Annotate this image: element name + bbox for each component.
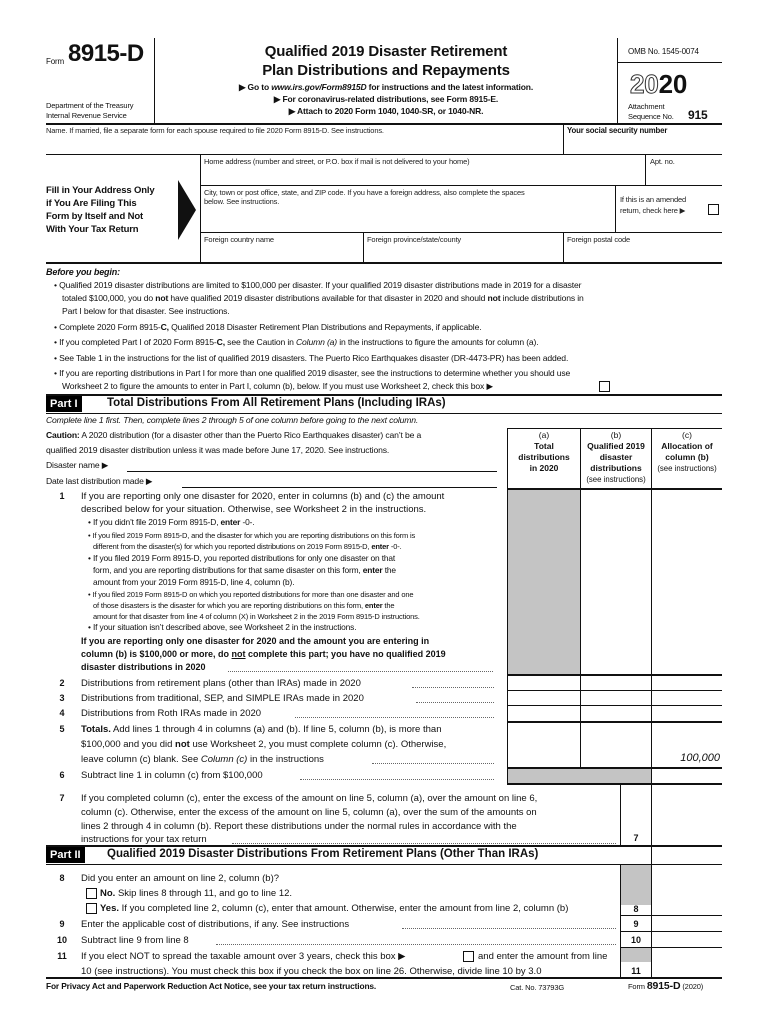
text: not	[175, 739, 190, 750]
column-b-header	[581, 430, 651, 485]
text: Caution:	[46, 430, 80, 440]
before-heading: Before you begin:	[46, 267, 120, 277]
line1-bold-note	[81, 649, 446, 660]
column-title: in 2020	[529, 463, 559, 473]
column-title: distributions	[590, 463, 642, 473]
caution-text	[46, 430, 421, 441]
line7-text: column (c). Otherwise, enter the excess of the amount on line 5, column (a), over the sum of the amounts on	[81, 807, 537, 818]
line10-box-label: 10	[630, 935, 641, 945]
text: 8915-D	[646, 980, 681, 992]
text: in the instructions	[247, 754, 324, 765]
address-label-line: Fill in Your Address Only	[46, 185, 155, 196]
foreign-province-field[interactable]	[364, 233, 563, 263]
line9-text: Enter the applicable cost of distributions, if any. See instructions	[81, 919, 350, 930]
line10-input[interactable]	[652, 932, 722, 947]
amended-label-2: return, check here ▶	[620, 206, 686, 215]
form-word: Form	[46, 57, 65, 66]
text: not	[231, 649, 246, 659]
column-letter: (a)	[538, 430, 550, 440]
arrow-right-icon	[178, 180, 198, 240]
text: (2020)	[682, 982, 704, 991]
column-title: distributions	[518, 452, 570, 462]
goto-suffix: for instructions and the latest information.	[366, 82, 534, 92]
part1-title: Total Distributions From All Retirement Plans (Including IRAs)	[107, 397, 446, 409]
sequence-number: 915	[688, 108, 708, 122]
line8-box-label: 8	[633, 904, 639, 914]
city-label: City, town or post office, state, and ZIP code. If you have a foreign address, also complete the spaces	[204, 188, 525, 197]
line-number: 8	[59, 873, 65, 883]
line1-col-a-shaded	[508, 490, 580, 674]
line8-yes-checkbox[interactable]	[86, 903, 97, 914]
bullet-text	[54, 322, 481, 333]
text: Form	[628, 982, 645, 991]
column-title: Allocation of	[661, 441, 713, 451]
home-address-label: Home address (number and street, or P.O. box if mail is not delivered to your home)	[204, 157, 470, 166]
caution-text-2: qualified 2019 disaster distribution unless it was made before June 17, 2020. See instructions.	[46, 445, 390, 455]
text: leave column (c) blank. See	[81, 754, 201, 765]
attachment-label: Attachment	[628, 102, 665, 111]
tax-year	[630, 70, 687, 98]
line1-bold-note: If you are reporting only one disaster for 2020 and the amount you are entering in	[81, 636, 430, 646]
line3-text: Distributions from traditional, SEP, and SIMPLE IRAs made in 2020	[81, 693, 364, 704]
city-field[interactable]	[201, 186, 615, 232]
line6-text: Subtract line 1 in column (c) from $100,000	[81, 770, 263, 781]
home-address-field[interactable]	[201, 155, 645, 185]
foreign-province-label: Foreign province/state/county	[367, 235, 462, 244]
text: C,	[160, 322, 169, 332]
text: Yes.	[100, 903, 120, 914]
column-note: (see instructions)	[657, 464, 717, 473]
text: not	[155, 293, 169, 303]
tax-year-bold: 20	[658, 69, 688, 99]
text: • If you completed Part I of 2020 Form 8915-	[54, 337, 217, 347]
line1-col-c-input[interactable]	[652, 490, 722, 674]
line7-text: lines 2 through 4 in column (b). Report these distributions under the normal rules in accordance with the	[81, 821, 517, 832]
line4-text: Distributions from Roth IRAs made in 2020	[81, 708, 262, 719]
line5-col-c-value[interactable]: 100,000	[680, 752, 720, 764]
line7-text: instructions for your tax return	[81, 834, 207, 845]
column-title: disaster	[599, 452, 633, 462]
text: -0-.	[388, 542, 402, 551]
line1-bullet: • If you filed 2019 Form 8915-D, you reported distributions for only one disaster on that	[88, 553, 396, 563]
line5-text	[81, 739, 446, 750]
line1-bullet: • If your situation isn’t described above, see Worksheet 2 in the instructions.	[88, 622, 357, 632]
footer-form-label	[628, 980, 703, 993]
text: complete this part; you have no qualified 2019	[245, 649, 446, 659]
line11-text: 10 (see instructions). You must check this box if you check the box on line 26. Otherwise, divide line 10 by 3.0	[81, 966, 542, 977]
column-note: (see instructions)	[586, 475, 646, 484]
omb-number: OMB No. 1545-0074	[628, 47, 699, 56]
text: the	[382, 565, 396, 575]
sequence-label: Sequence No.	[628, 112, 674, 121]
bullet-text: Worksheet 2 to figure the amounts to enter in Part I, column (b), below. If you must use Worksheet 2, check this box ▶	[62, 381, 493, 391]
line7-input[interactable]	[652, 830, 722, 845]
text: Column (c)	[200, 754, 248, 765]
line8-shaded	[621, 865, 651, 905]
line-number: 4	[59, 708, 65, 718]
text: enter	[220, 517, 241, 527]
part2-title: Qualified 2019 Disaster Distributions From Retirement Plans (Other Than IRAs)	[107, 848, 539, 860]
text: in the instructions to figure the amounts for column (a).	[337, 337, 539, 347]
bullet-text	[62, 293, 584, 304]
line1-bullet: amount from your 2019 Form 8915-D, line 4, column (b).	[93, 577, 295, 587]
line7-text: If you completed column (c), enter the excess of the amount on line 5, column (a), over the amount on line 6,	[81, 793, 538, 804]
form-title-line2: Plan Distributions and Repayments	[262, 62, 510, 79]
column-title: column (b)	[665, 452, 709, 462]
part1-label: Part I	[46, 396, 82, 412]
text: column (b) is $100,000 or more, do	[81, 649, 232, 659]
date-label: Date last distribution made ▶	[46, 476, 153, 486]
foreign-postal-field[interactable]	[564, 233, 722, 263]
text: different from the disaster(s) for which you reported distributions on 2019 Form 8915-D,	[93, 542, 372, 551]
city-label-2: below. See instructions.	[204, 197, 280, 206]
text: enter	[371, 542, 389, 551]
line5-text	[81, 724, 441, 735]
ssn-field[interactable]	[564, 124, 722, 154]
goto-instructions	[155, 82, 617, 93]
column-title: Qualified 2019	[587, 441, 645, 451]
text: form, and you are reporting distributions for that same disaster on this form,	[93, 565, 363, 575]
address-label-line: With Your Tax Return	[46, 224, 139, 235]
line11-text: If you elect NOT to spread the taxable amount over 3 years, check this box ▶	[81, 951, 406, 962]
apt-field[interactable]	[646, 155, 722, 185]
column-c-header	[652, 430, 722, 474]
line11-text: and enter the amount from line	[478, 951, 608, 962]
line10-text: Subtract line 9 from line 8	[81, 935, 189, 946]
disaster-name-input[interactable]	[127, 471, 497, 472]
text: Skip lines 8 through 11, and go to line 12.	[115, 888, 293, 899]
form-title-line1: Qualified 2019 Disaster Retirement	[264, 43, 508, 60]
bullet-text: • If you are reporting distributions in Part I for more than one qualified 2019 disaster, see the instructions to determine whether you should use	[54, 368, 571, 378]
line-number: 1	[59, 491, 65, 501]
catalog-number: Cat. No. 73793G	[510, 983, 565, 992]
line9-box-label: 9	[633, 919, 639, 929]
irs: Internal Revenue Service	[46, 111, 127, 120]
text: totaled $100,000, you do	[62, 293, 156, 303]
line1-bullet: amount for that disaster from line 4 of column (X) in Worksheet 2 in the 2019 Form 8915-D instructions.	[93, 612, 420, 621]
line8-no-checkbox[interactable]	[86, 888, 97, 899]
line1-bullet	[93, 565, 396, 576]
department: Department of the Treasury	[46, 101, 134, 110]
disaster-name-label: Disaster name ▶	[46, 460, 109, 470]
line-number: 3	[59, 693, 65, 703]
text: have qualified 2019 disaster distributions available for that disaster in 2020 and should	[168, 293, 488, 303]
goto-prefix: ▶ Go to	[238, 82, 272, 92]
line7-box-label: 7	[633, 833, 639, 843]
line-number: 11	[57, 951, 67, 961]
line11-elect-checkbox[interactable]	[463, 951, 474, 962]
irs-url[interactable]: www.irs.gov/Form8915D	[271, 82, 367, 92]
line-number: 7	[59, 793, 65, 803]
line8-yes-text	[100, 903, 568, 914]
line6-shaded	[508, 769, 651, 783]
address-label-line: Form by Itself and Not	[46, 211, 143, 222]
text: use Worksheet 2, you must complete column (c). Otherwise,	[189, 739, 447, 750]
attach-note: ▶ Attach to 2020 Form 1040, 1040-SR, or 1040-NR.	[288, 106, 484, 116]
line1-col-b-input[interactable]	[581, 490, 651, 674]
text: • Complete 2020 Form 8915-	[54, 322, 161, 332]
line8-no-text	[100, 888, 292, 899]
column-a-header	[508, 430, 580, 474]
text: Column (a)	[296, 337, 338, 347]
text: the	[382, 601, 395, 610]
line11-shaded	[621, 948, 651, 962]
column-title: Total	[534, 441, 554, 451]
foreign-country-field[interactable]	[201, 233, 363, 263]
text: of those disasters is the disaster for which you are reporting distributions on this form,	[93, 601, 365, 610]
bullet-text: Part I below for that disaster. See instructions.	[62, 306, 230, 316]
worksheet2-checkbox[interactable]	[599, 381, 610, 392]
line1-bullet	[93, 600, 394, 611]
ssn-label: Your social security number	[567, 126, 668, 135]
apt-label: Apt. no.	[650, 157, 675, 166]
text: Totals.	[81, 724, 111, 735]
line-number: 6	[59, 770, 65, 780]
line-number: 9	[59, 919, 65, 929]
line11-box-label: 11	[631, 966, 641, 976]
text: • If you didn’t file 2019 Form 8915-D,	[88, 517, 221, 527]
text: C,	[216, 337, 225, 347]
line-number: 10	[56, 935, 67, 945]
column-letter: (b)	[610, 430, 622, 440]
text: Qualified 2018 Disaster Retirement Plan Distributions and Repayments, if applicable.	[168, 322, 482, 332]
text: A 2020 distribution (for a disaster other than the Puerto Rico Earthquakes disaster) can’t be a	[79, 430, 422, 440]
line2-text: Distributions from retirement plans (other than IRAs) made in 2020	[81, 678, 361, 689]
text: $100,000 and you did	[81, 739, 176, 750]
bullet-text	[54, 337, 539, 348]
line1-text: If you are reporting only one disaster for 2020, enter in columns (b) and (c) the amount	[81, 491, 445, 502]
line9-input[interactable]	[652, 916, 722, 931]
text: not	[487, 293, 501, 303]
line1-bullet	[88, 517, 254, 528]
line1-bullet: • If you filed 2019 Form 8915-D, and the disaster for which you are reporting distributions on this form is	[88, 531, 416, 540]
line5-text	[81, 754, 324, 765]
tax-year-outline: 20	[630, 69, 659, 99]
covid-note: ▶ For coronavirus-related distributions, see Form 8915-E.	[273, 94, 499, 104]
column-letter: (c)	[682, 430, 692, 440]
name-field[interactable]	[46, 124, 563, 154]
amended-label: If this is an amended	[620, 195, 687, 204]
foreign-postal-label: Foreign postal code	[567, 235, 631, 244]
bullet-text: • Qualified 2019 disaster distributions are limited to $100,000 per disaster. If your qualified 2019 disaster distributions made in 2019 for a disaster	[54, 280, 582, 290]
line1-text: described below for your situation. Otherwise, see Worksheet 2 in the instructions.	[81, 504, 427, 515]
line1-bullet	[93, 541, 402, 552]
text: No.	[100, 888, 116, 899]
text: enter	[364, 601, 383, 610]
text: see the Caution in	[224, 337, 296, 347]
text: enter	[362, 565, 383, 575]
foreign-country-label: Foreign country name	[204, 235, 274, 244]
amended-return-checkbox[interactable]	[708, 204, 719, 215]
part1-instruction: Complete line 1 first. Then, complete lines 2 through 5 of one column before going to the next column.	[46, 415, 419, 425]
line11-input[interactable]	[652, 962, 722, 977]
line8-question: Did you enter an amount on line 2, column (b)?	[81, 873, 280, 884]
privacy-notice: For Privacy Act and Paperwork Reduction Act Notice, see your tax return instructions.	[46, 981, 377, 991]
line1-bullet: • If you filed 2019 Form 8915-D on which you reported distributions for more than one disaster and one	[88, 590, 414, 599]
text: -0-.	[240, 517, 255, 527]
text: Add lines 1 through 4 in columns (a) and (b). If line 5, column (b), is more than	[110, 724, 442, 735]
line-number: 2	[59, 678, 65, 688]
form-number: 8915-D	[68, 40, 144, 67]
line1-bold-note: disaster distributions in 2020	[81, 662, 206, 672]
bullet-text: • See Table 1 in the instructions for the list of qualified 2019 disasters. The Puerto Rico Earthquakes disaster (DR-4473-PR) has been added.	[54, 353, 569, 363]
text: include distributions in	[500, 293, 584, 303]
address-label-line: if You Are Filing This	[46, 198, 137, 209]
line-number: 5	[59, 724, 65, 734]
date-input[interactable]	[182, 487, 497, 488]
part2-label: Part II	[46, 847, 85, 863]
text: If you completed line 2, column (c), enter that amount. Otherwise, enter the amount from line 2, column (b)	[119, 903, 569, 914]
name-label: Name. If married, file a separate form for each spouse required to file 2020 Form 8915-D. See instructions.	[46, 126, 384, 135]
line8-input[interactable]	[652, 905, 722, 915]
